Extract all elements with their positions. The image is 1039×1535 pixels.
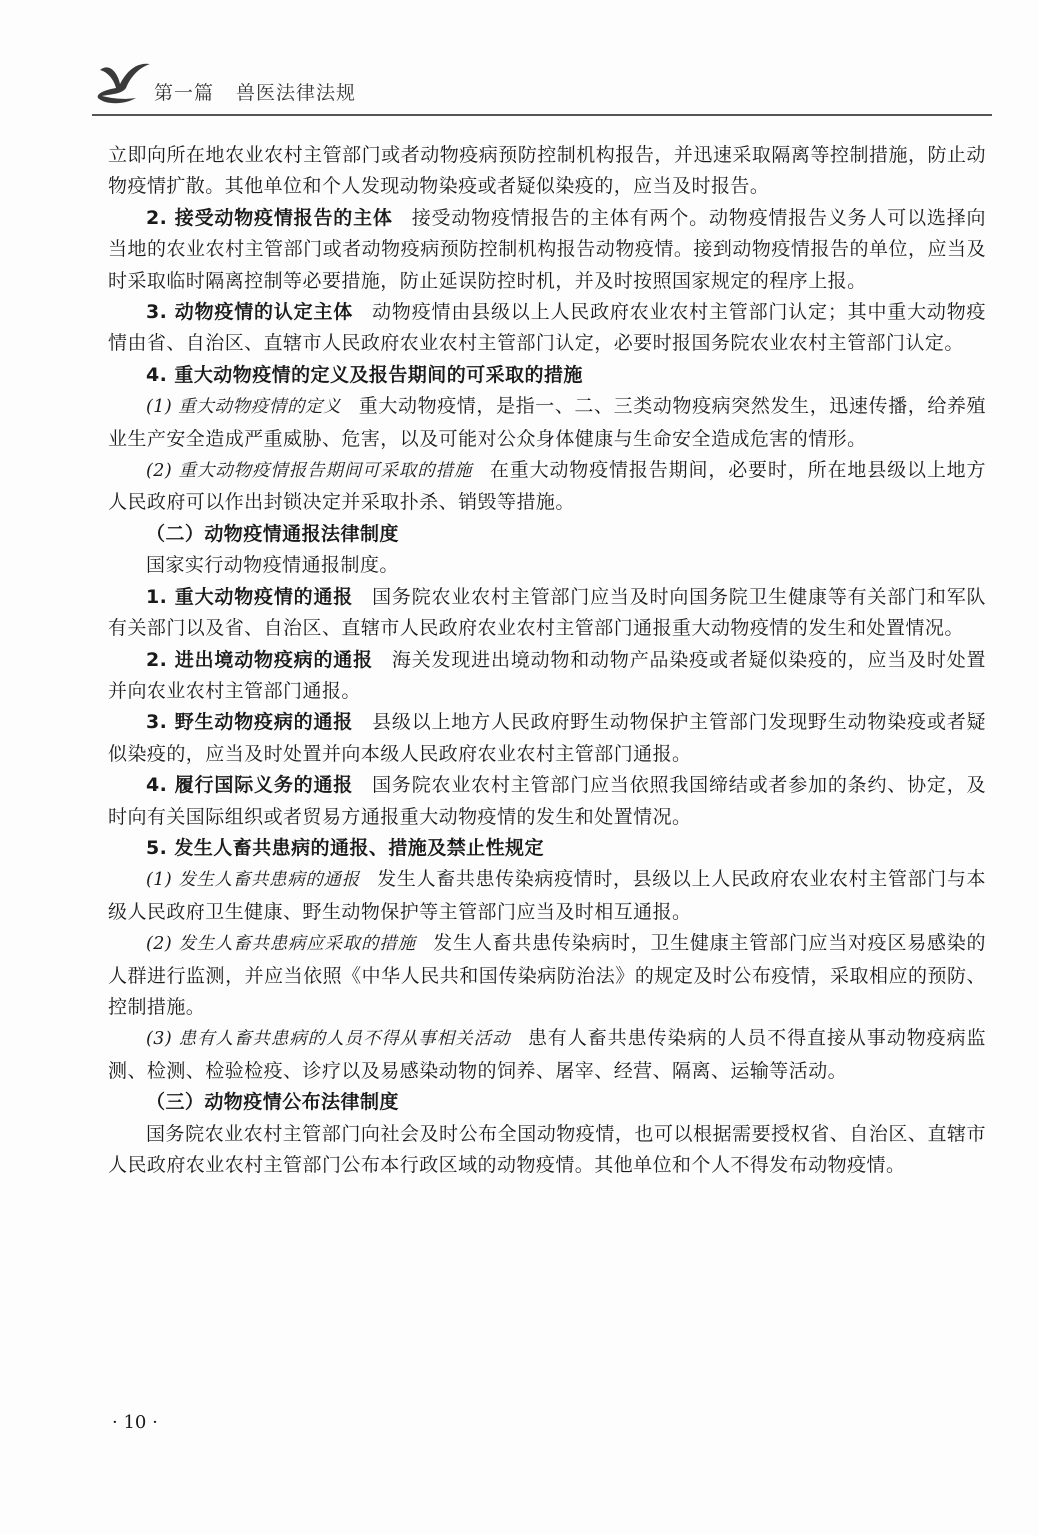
paragraph-heading: (2) 发生人畜共患病应采取的措施 [146,934,416,955]
paragraph [108,864,986,928]
paragraph [108,360,986,391]
paragraph [108,1087,986,1118]
paragraph [108,519,986,550]
paragraph [108,1023,986,1087]
paragraph [108,770,986,833]
paragraph-text: 国务院农业农村主管部门向社会及时公布全国动物疫情，也可以根据需要授权省、自治区、直辖市人民政府农业农村主管部门公布本行政区域的动物疫情。其他单位和个人不得发布动物疫情。 [108,1122,986,1176]
body-text [108,140,986,1181]
paragraph [108,203,986,297]
paragraph [108,582,986,645]
paragraph-text: 重大动物疫情，是指一、二、三类动物疫病突然发生，迅速传播，给养殖业生产安全造成严重威胁、危害，以及可能对公众身体健康与生命安全造成危害的情形。 [108,395,986,450]
paragraph-heading: (1) 重大动物疫情的定义 [146,397,342,418]
paragraph-text: 接受动物疫情报告的主体有两个。动物疫情报告义务人可以选择向当地的农业农村主管部门或者动物疫病预防控制机构报告动物疫情。接到动物疫情报告的单位，应当及时采取临时隔离控制等必要措施，防止延误防控时机，并及时按照国家规定的程序上报。 [108,206,986,292]
paragraph [108,1119,986,1182]
publisher-bird-logo-icon [92,58,154,108]
paragraph [108,391,986,455]
paragraph-heading: 4. 重大动物疫情的定义及报告期间的可采取的措施 [146,363,583,386]
paragraph-text: 县级以上地方人民政府野生动物保护主管部门发现野生动物染疫或者疑似染疫的，应当及时处置并向本级人民政府农业农村主管部门通报。 [108,711,986,765]
paragraph-heading: (3) 患有人畜共患病的人员不得从事相关活动 [146,1029,511,1050]
paragraph [108,455,986,519]
paragraph-heading: 5. 发生人畜共患病的通报、措施及禁止性规定 [146,836,544,859]
paragraph-text: 国务院农业农村主管部门应当及时向国务院卫生健康等有关部门和军队有关部门以及省、自治区、直辖市人民政府农业农村主管部门通报重大动物疫情的发生和处置情况。 [108,585,986,640]
chapter-title [154,78,378,105]
paragraph [108,297,986,360]
paragraph [108,833,986,864]
paragraph-heading: 2. 进出境动物疫病的通报 [146,648,373,671]
running-header [92,58,992,118]
paragraph-text: 发生人畜共患传染病时，卫生健康主管部门应当对疫区易感染的人群进行监测，并应当依照《中华人民共和国传染病防治法》的规定及时公布疫情，采取相应的预防、控制措施。 [108,932,986,1018]
paragraph-heading: 1. 重大动物疫情的通报 [146,585,354,608]
header-rule [92,114,992,116]
paragraph-text: 在重大动物疫情报告期间，必要时，所在地县级以上地方人民政府可以作出封锁决定并采取扑杀、销毁等措施。 [108,459,986,514]
paragraph [108,645,986,708]
paragraph-text: 患有人畜共患传染病的人员不得直接从事动物疫病监测、检测、检验检疫、诊疗以及易感染动物的饲养、屠宰、经营、隔离、运输等活动。 [108,1027,986,1082]
page-number: · 10 · [112,1412,158,1433]
paragraph-heading: (2) 重大动物疫情报告期间可采取的措施 [146,461,473,482]
paragraph-heading: （三）动物疫情公布法律制度 [146,1091,399,1114]
paragraph-text: 国家实行动物疫情通报制度。 [146,554,399,577]
paragraph-heading: 4. 履行国际义务的通报 [146,774,354,797]
part-label: 第一篇 [154,82,215,104]
section-title: 兽医法律法规 [236,82,357,104]
paragraph-text: 国务院农业农村主管部门应当依照我国缔结或者参加的条约、协定，及时向有关国际组织或者贸易方通报重大动物疫情的发生和处置情况。 [108,774,986,828]
paragraph-heading: (1) 发生人畜共患病的通报 [146,870,360,891]
paragraph-text: 立即向所在地农业农村主管部门或者动物疫病预防控制机构报告，并迅速采取隔离等控制措施，防止动物疫情扩散。其他单位和个人发现动物染疫或者疑似染疫的，应当及时报告。 [108,144,986,198]
paragraph-text: 动物疫情由县级以上人民政府农业农村主管部门认定；其中重大动物疫情由省、自治区、直辖市人民政府农业农村主管部门认定，必要时报国务院农业农村主管部门认定。 [108,301,986,355]
paragraph-text: 发生人畜共患传染病疫情时，县级以上人民政府农业农村主管部门与本级人民政府卫生健康、野生动物保护等主管部门应当及时相互通报。 [108,868,987,923]
paragraph [108,707,986,770]
paragraph-heading: 3. 野生动物疫病的通报 [146,711,354,734]
paragraph [108,928,986,1023]
paragraph [108,550,986,581]
paragraph-heading: 2. 接受动物疫情报告的主体 [146,206,393,229]
paragraph-text: 海关发现进出境动物和动物产品染疫或者疑似染疫的，应当及时处置并向农业农村主管部门通报。 [108,648,986,702]
paragraph-heading: （二）动物疫情通报法律制度 [146,522,399,545]
paragraph [108,140,986,203]
paragraph-heading: 3. 动物疫情的认定主体 [146,301,354,324]
